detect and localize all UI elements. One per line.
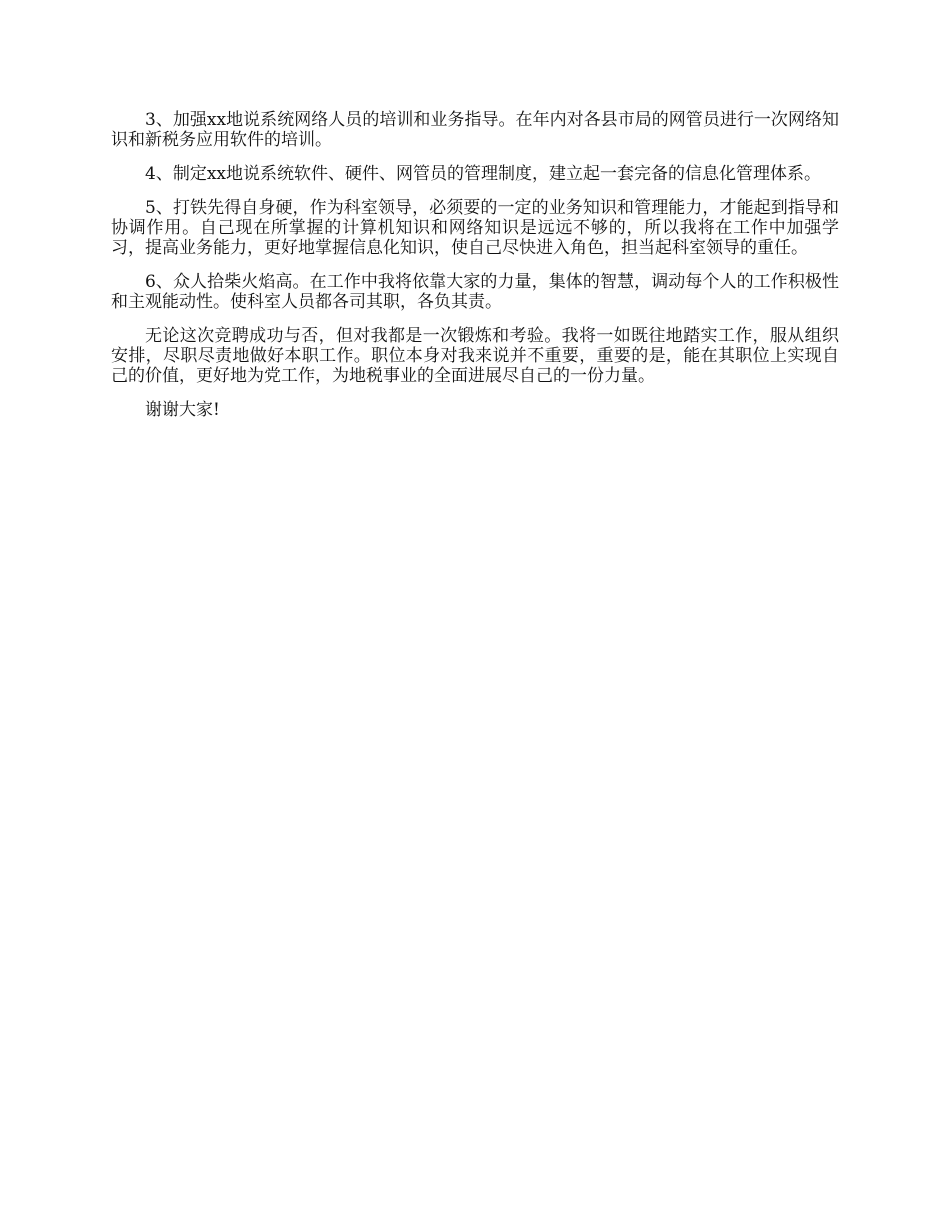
paragraph-item-6: 6、众人拾柴火焰高。在工作中我将依靠大家的力量，集体的智慧，调动每个人的工作积极性和主观能动性。使科室人员都各司其职，各负其责。 bbox=[111, 272, 839, 312]
document-body bbox=[111, 110, 839, 434]
paragraph-conclusion: 无论这次竞聘成功与否，但对我都是一次锻炼和考验。我将一如既往地踏实工作，服从组织安排，尽职尽责地做好本职工作。职位本身对我来说并不重要，重要的是，能在其职位上实现自己的价值，更好地为党工作，为地税事业的全面进展尽自己的一份力量。 bbox=[111, 326, 839, 386]
paragraph-item-4: 4、制定xx地说系统软件、硬件、网管员的管理制度，建立起一套完备的信息化管理体系。 bbox=[145, 164, 821, 184]
paragraph-item-5: 5、打铁先得自身硬，作为科室领导，必须要的一定的业务知识和管理能力，才能起到指导和协调作用。自己现在所掌握的计算机知识和网络知识是远远不够的，所以我将在工作中加强学习，提高业务能力，更好地掌握信息化知识，使自己尽快进入角色，担当起科室领导的重任。 bbox=[111, 198, 839, 258]
paragraph-item-3: 3、加强xx地说系统网络人员的培训和业务指导。在年内对各县市局的网管员进行一次网络知识和新税务应用软件的培训。 bbox=[111, 110, 839, 150]
paragraph-thanks: 谢谢大家! bbox=[145, 400, 220, 420]
